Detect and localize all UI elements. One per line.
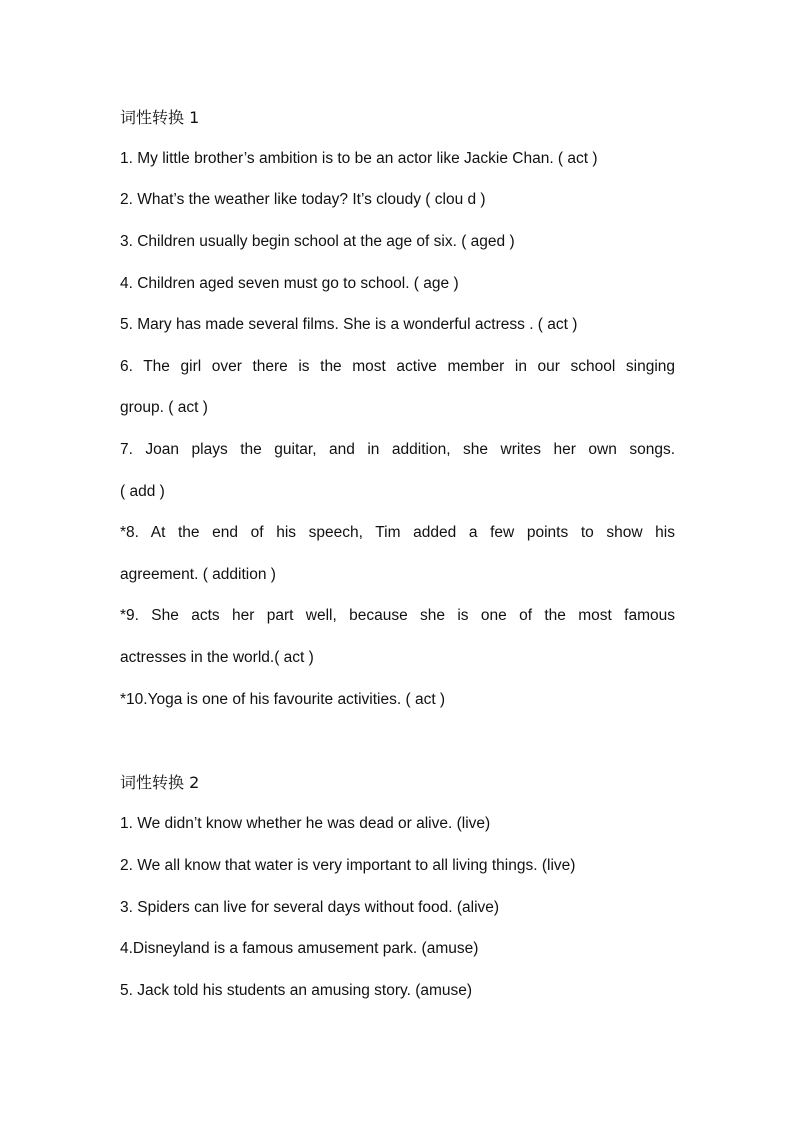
section-1-heading: 词性转换 1 xyxy=(120,108,200,127)
section-1-item-5: 5. Mary has made several films. She is a wonderful actress . ( act ) xyxy=(120,316,578,333)
section-1-item-10: *10.Yoga is one of his favourite activities. ( act ) xyxy=(120,691,446,708)
section-1-item-8-line-2: agreement. ( addition ) xyxy=(120,566,276,583)
section-1-item-9-line-1: *9. She acts her part well, because she is one of the most famous xyxy=(120,607,675,624)
section-2-item-3: 3. Spiders can live for several days without food. (alive) xyxy=(120,899,500,916)
section-1-item-7-line-2: ( add ) xyxy=(120,483,165,500)
section-1-item-3: 3. Children usually begin school at the age of six. ( aged ) xyxy=(120,233,515,250)
section-1-item-2: 2. What’s the weather like today? It’s cloudy ( clou d ) xyxy=(120,191,486,208)
section-2-item-2: 2. We all know that water is very important to all living things. (live) xyxy=(120,857,576,874)
section-1-item-1: 1. My little brother’s ambition is to be an actor like Jackie Chan. ( act ) xyxy=(120,150,598,167)
section-2-item-5: 5. Jack told his students an amusing story. (amuse) xyxy=(120,982,473,999)
section-1-item-6-line-1: 6. The girl over there is the most active member in our school singing xyxy=(120,358,675,375)
section-2-heading: 词性转换 2 xyxy=(120,773,200,792)
section-2-item-4: 4.Disneyland is a famous amusement park. (amuse) xyxy=(120,940,479,957)
section-1-item-8-line-1: *8. At the end of his speech, Tim added a few points to show his xyxy=(120,524,675,541)
section-1-item-6-line-2: group. ( act ) xyxy=(120,399,208,416)
section-1-item-4: 4. Children aged seven must go to school. ( age ) xyxy=(120,275,459,292)
section-1-item-9-line-2: actresses in the world.( act ) xyxy=(120,649,314,666)
section-2-item-1: 1. We didn’t know whether he was dead or alive. (live) xyxy=(120,815,491,832)
section-1-item-7-line-1: 7. Joan plays the guitar, and in addition, she writes her own songs. xyxy=(120,441,675,458)
